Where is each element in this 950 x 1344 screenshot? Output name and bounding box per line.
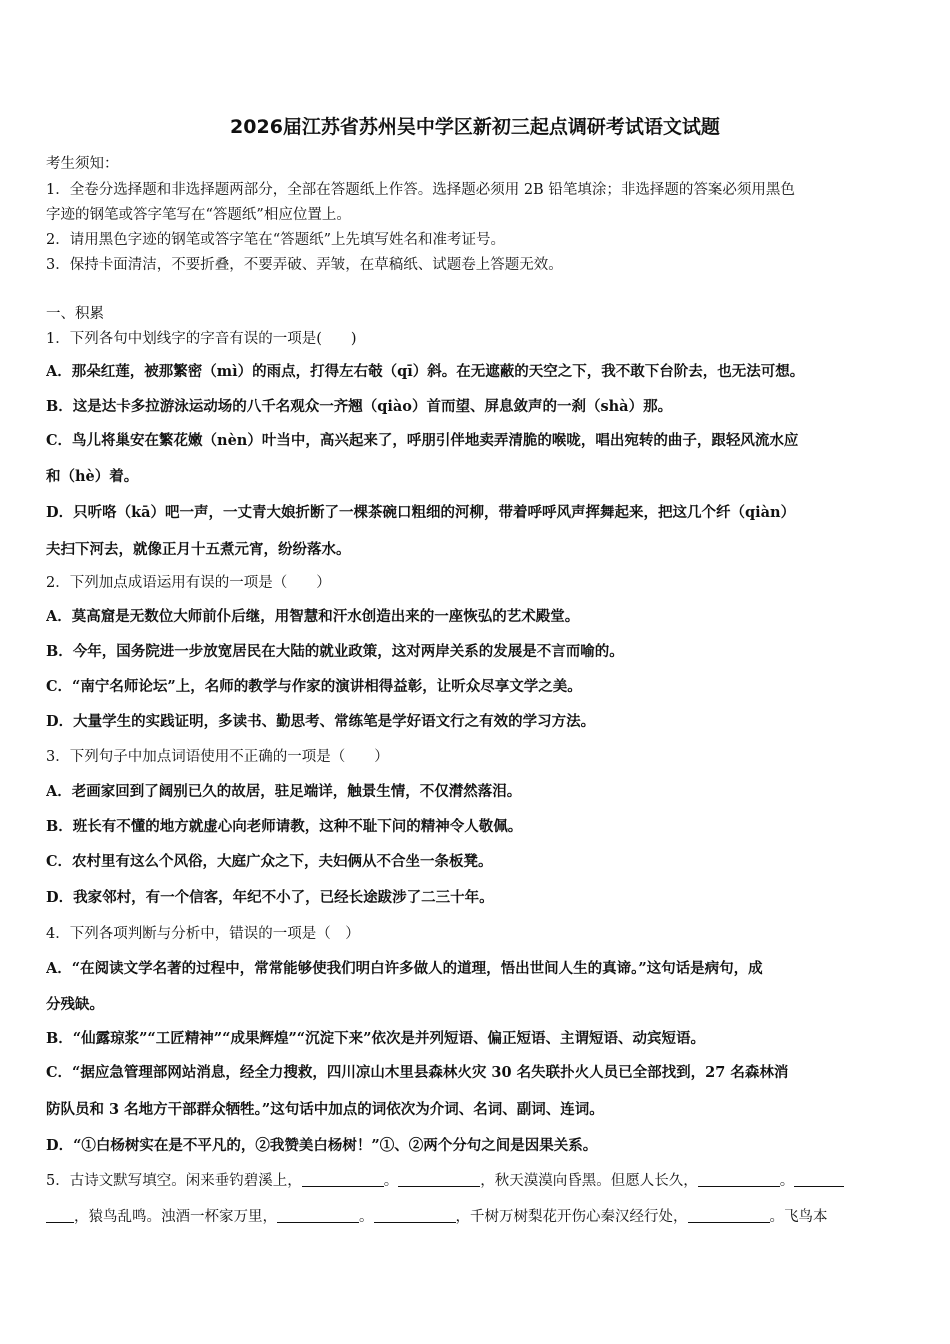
section-heading: 一、积累 — [46, 306, 104, 322]
q5-text: ，千树万树梨花开伤心秦汉经行处， — [455, 1209, 688, 1225]
q3-option-c: C．农村里有这么个风俗，大庭广众之下，夫妇俩从不合坐一条板凳。 — [46, 853, 493, 870]
q2-option-d: D．大量学生的实践证明，多读书、勤思考、常练笔是学好语文行之有效的学习方法。 — [46, 713, 596, 730]
q3-option-b: B．班长有不懂的地方就虚心向老师请教，这种不耻下问的精神令人敬佩。 — [46, 818, 523, 835]
q3-option-a: A．老画家回到了阔别已久的故居，驻足端详，触景生情，不仅潸然落泪。 — [46, 783, 522, 800]
q5-text: ，猿鸟乱鸣。浊酒一杯家万里， — [74, 1209, 277, 1225]
q5-line-2 — [46, 1205, 908, 1226]
q5-text: 。 — [779, 1173, 795, 1189]
q4-option-b: B．“仙露琼浆”“工匠精神”“成果辉煌”“沉淀下来”依次是并列短语、偏正短语、主谓短语、动宾短语。 — [46, 1030, 705, 1047]
q5-text: 。 — [383, 1173, 399, 1189]
answer-blank[interactable] — [302, 1172, 384, 1188]
notice-item-3: 3．保持卡面清洁，不要折叠，不要弄破、弄皱，在草稿纸、试题卷上答题无效。 — [46, 257, 563, 273]
answer-blank[interactable] — [46, 1208, 74, 1224]
q1-option-b: B．这是达卡多拉游泳运动场的八千名观众一齐翘（qiào）首而望、屏息敛声的一刹（shà）那。 — [46, 398, 673, 415]
q4-option-c-cont: 防队员和 3 名地方干部群众牺牲。”这句话中加点的词依次为介词、名词、副词、连词。 — [46, 1101, 604, 1118]
q1-option-c: C．鸟儿将巢安在繁花嫩（nèn）叶当中，高兴起来了，呼朋引伴地卖弄清脆的喉咙，唱出宛转的曲子，跟轻风流水应 — [46, 432, 799, 449]
page-title: 2026届江苏省苏州吴中学区新初三起点调研考试语文试题 — [230, 116, 720, 138]
notice-heading: 考生须知： — [46, 156, 119, 172]
notice-item-1-cont: 字迹的钢笔或答字笔写在“答题纸”相应位置上。 — [46, 207, 351, 223]
q2-option-c: C．“南宁名师论坛”上，名师的教学与作家的演讲相得益彰，让听众尽享文学之美。 — [46, 678, 582, 695]
q1-option-d-cont: 夫扫下河去，就像正月十五煮元宵，纷纷落水。 — [46, 541, 351, 558]
answer-blank[interactable] — [688, 1208, 770, 1224]
q5-text: 5．古诗文默写填空。闲来垂钓碧溪上， — [46, 1173, 302, 1189]
answer-blank[interactable] — [398, 1172, 480, 1188]
q4-option-a: A．“在阅读文学名著的过程中，常常能够使我们明白许多做人的道理，悟出世间人生的真谛。”这句话是病句，成 — [46, 960, 763, 977]
q1-option-d: D．只听咯（kā）吧一声，一丈青大娘折断了一棵茶碗口粗细的河柳，带着呼呼风声挥舞起来，把这几个纤（qiàn） — [46, 504, 796, 521]
q4-stem: 4．下列各项判断与分析中，错误的一项是（ ） — [46, 926, 360, 942]
answer-blank[interactable] — [794, 1172, 844, 1188]
q4-option-d: D．“①白杨树实在是不平凡的，②我赞美白杨树！”①、②两个分句之间是因果关系。 — [46, 1137, 598, 1154]
q4-option-c: C．“据应急管理部网站消息，经全力搜救，四川凉山木里县森林火灾 30 名失联扑火人员已全部找到，27 名森林消 — [46, 1064, 789, 1081]
q3-option-d: D．我家邻村，有一个信客，年纪不小了，已经长途跋涉了二三十年。 — [46, 889, 494, 906]
q2-option-b: B．今年，国务院进一步放宽居民在大陆的就业政策，这对两岸关系的发展是不言而喻的。 — [46, 643, 624, 660]
q3-stem: 3．下列句子中加点词语使用不正确的一项是（ ） — [46, 749, 389, 765]
answer-blank[interactable] — [374, 1208, 456, 1224]
q5-line-1 — [46, 1169, 908, 1190]
answer-blank[interactable] — [277, 1208, 359, 1224]
q4-option-a-cont: 分残缺。 — [46, 996, 104, 1013]
q2-option-a: A．莫高窟是无数位大师前仆后继，用智慧和汗水创造出来的一座恢弘的艺术殿堂。 — [46, 608, 580, 625]
q2-stem: 2．下列加点成语运用有误的一项是（ ） — [46, 575, 331, 591]
q5-text: ，秋天漠漠向昏黑。但愿人长久， — [480, 1173, 698, 1189]
q5-text: 。 — [359, 1209, 374, 1225]
answer-blank[interactable] — [698, 1172, 780, 1188]
q1-option-c-cont: 和（hè）着。 — [46, 468, 139, 485]
notice-item-2: 2．请用黑色字迹的钢笔或答字笔在“答题纸”上先填写姓名和准考证号。 — [46, 232, 506, 248]
q1-option-a: A．那朵红莲，被那繁密（mì）的雨点，打得左右攲（qī）斜。在无遮蔽的天空之下，我不敢下台阶去，也无法可想。 — [46, 363, 805, 380]
notice-item-1: 1．全卷分选择题和非选择题两部分，全部在答题纸上作答。选择题必须用 2B 铅笔填涂；非选择题的答案必须用黑色 — [46, 182, 795, 198]
q5-text: 。飞鸟本 — [769, 1209, 828, 1225]
q1-stem: 1．下列各句中划线字的字音有误的一项是( ) — [46, 331, 357, 347]
